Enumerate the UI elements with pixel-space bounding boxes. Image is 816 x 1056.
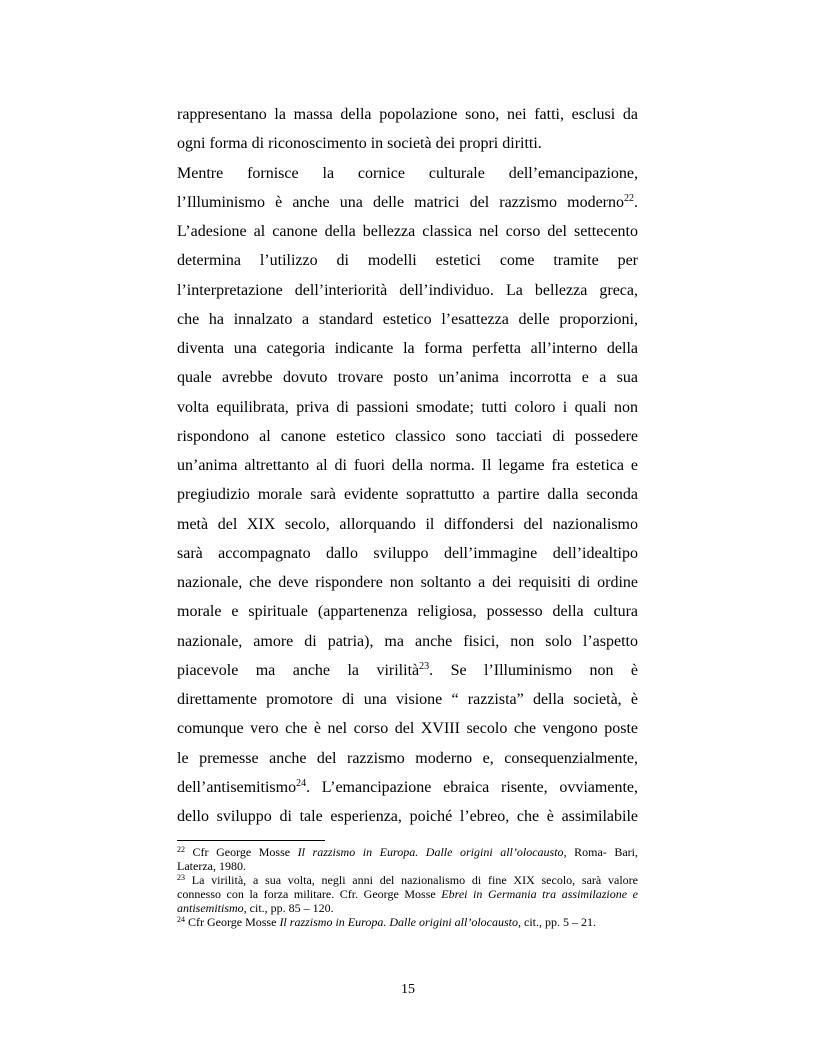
text-segment: . Se l’Illuminismo non è: [429, 661, 638, 679]
text-line: rispondono al canone estetico classico sono tacciati di possedere: [177, 427, 638, 445]
text-line: quale avrebbe dovuto trovare posto un’anima incorrotta e a sua: [177, 369, 638, 387]
text-line: ogni forma di riconoscimento in società dei propri diritti.: [177, 135, 542, 153]
footnote-23-cont: [177, 901, 638, 915]
text-line: diventa una categoria indicante la forma perfetta all’interno della: [177, 340, 638, 357]
text-line: sarà accompagnato dallo sviluppo dell’immagine dell’idealtipo: [177, 544, 638, 562]
text-line: direttamente promotore di una visione “ razzista” della società, è: [177, 691, 638, 708]
text-line: morale e spirituale (appartenenza religiosa, possesso della cultura: [177, 603, 638, 621]
text-line: [177, 188, 638, 217]
footnote-text: Cfr George Mosse: [185, 845, 298, 859]
text-line: L’adesione al canone della bellezza classica nel corso del settecento: [177, 223, 638, 240]
text-segment: dell’antisemitismo: [177, 778, 297, 796]
footnote-number: 24: [177, 915, 185, 924]
text-line: volta equilibrata, priva di passioni smodate; tutti coloro i quali non: [177, 398, 638, 416]
text-line: [177, 773, 638, 802]
footnote-22: [177, 845, 638, 859]
footnote-separator: [177, 840, 325, 841]
footnote-text: , Roma- Bari,: [563, 845, 638, 859]
text-line: comunque vero che è nel corso del XVIII secolo che vengono poste: [177, 720, 638, 738]
text-line: rappresentano la massa della popolazione sono, nei fatti, esclusi da: [177, 106, 638, 123]
footnote-text: La virilità, a sua volta, negli anni del nazionalismo di fine XIX secolo, sarà valore: [185, 873, 638, 887]
text-line: pregiudizio morale sarà evidente soprattutto a partire dalla seconda: [177, 486, 638, 504]
footnote-text: , cit., pp. 85 – 120.: [243, 901, 334, 915]
text-line: le premesse anche del razzismo moderno e, consequenzialmente,: [177, 749, 638, 767]
footnote-23: [177, 873, 638, 887]
text-line: determina l’utilizzo di modelli estetici come tramite per: [177, 252, 638, 270]
text-line: [177, 656, 638, 685]
footnote-text: , cit., pp. 5 – 21.: [518, 915, 596, 929]
footnote-ref-24[interactable]: 24: [296, 777, 307, 789]
book-title: Ebrei in Germania tra assimilazione e: [441, 887, 638, 901]
text-segment: . L’emancipazione ebraica risente, ovviamente,: [306, 778, 638, 796]
footnote-text: connesso con la forza militare. Cfr. George Mosse: [177, 887, 442, 901]
page-number: 15: [401, 982, 415, 997]
text-segment: .: [634, 193, 638, 211]
text-segment: l’Illuminismo è anche una delle matrici del razzismo moderno: [177, 193, 624, 211]
footnote-ref-22[interactable]: 22: [624, 192, 634, 204]
text-line: dello sviluppo di tale esperienza, poiché l’ebreo, che è assimilabile: [177, 808, 638, 825]
book-title: antisemitismo: [177, 901, 244, 915]
text-line: nazionale, amore di patria), ma anche fisici, non solo l’aspetto: [177, 632, 638, 650]
text-line: un’anima altrettanto al di fuori della norma. Il legame fra estetica e: [177, 457, 638, 474]
footnotes: [177, 845, 638, 929]
text-line: Mentre fornisce la cornice culturale dell’emancipazione,: [177, 164, 638, 182]
footnote-number: 23: [177, 873, 185, 882]
text-line: l’interpretazione dell’interiorità dell’individuo. La bellezza greca,: [177, 281, 638, 299]
text-line: nazionale, che deve rispondere non soltanto a dei requisiti di ordine: [177, 574, 638, 591]
footnote-22-cont: Laterza, 1980.: [177, 859, 246, 873]
footnote-ref-23[interactable]: 23: [419, 660, 430, 672]
text-segment: piacevole ma anche la virilità: [177, 661, 420, 679]
text-line: metà del XIX secolo, allorquando il diffondersi del nazionalismo: [177, 515, 638, 533]
body-text: [177, 100, 638, 831]
footnote-text: Cfr George Mosse: [185, 915, 280, 929]
footnote-24: [177, 915, 638, 929]
footnote-23-cont: [177, 887, 638, 901]
footnote-number: 22: [177, 845, 185, 854]
book-title: Il razzismo in Europa. Dalle origini all’olocausto: [297, 845, 564, 859]
text-line: che ha innalzato a standard estetico l’esattezza delle proporzioni,: [177, 310, 638, 328]
book-title: Il razzismo in Europa. Dalle origini all’olocausto: [279, 915, 518, 929]
